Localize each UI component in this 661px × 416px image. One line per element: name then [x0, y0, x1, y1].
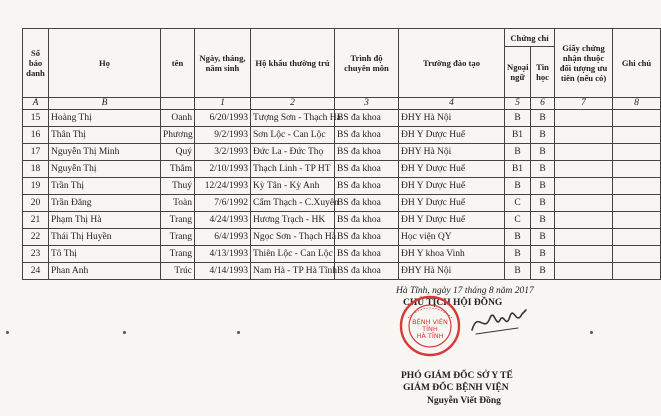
- cell-giaychung: [555, 127, 613, 144]
- director-title: GIÁM ĐỐC BỆNH VIỆN: [403, 383, 509, 393]
- table-row: [23, 144, 661, 161]
- col-header-truong: Trường đào tạo: [399, 29, 505, 98]
- cell-ten: Trang: [161, 212, 195, 229]
- cell-sobaodanh: 17: [23, 144, 49, 161]
- cell-ten: Trang: [161, 229, 195, 246]
- index-cell: A: [23, 98, 49, 110]
- cell-ho: Phạm Thị Hà: [49, 212, 161, 229]
- cell-giaychung: [555, 144, 613, 161]
- cell-sobaodanh: 20: [23, 195, 49, 212]
- cell-ngoaingu: B: [505, 144, 531, 161]
- cell-ghichu: [613, 246, 661, 263]
- index-cell: B: [49, 98, 161, 110]
- index-cell: 8: [613, 98, 661, 110]
- cell-ngaysinh: 4/13/1993: [195, 246, 251, 263]
- cell-truong: ĐHY Hà Nội: [399, 263, 505, 280]
- cell-hokhau: Sơn Lộc - Can Lộc: [251, 127, 335, 144]
- candidate-table: [22, 28, 661, 280]
- cell-ho: Phan Anh: [49, 263, 161, 280]
- cell-ten: Trang: [161, 246, 195, 263]
- cell-giaychung: [555, 229, 613, 246]
- cell-tinhoc: B: [531, 246, 555, 263]
- index-cell: 3: [335, 98, 399, 110]
- index-cell: 4: [399, 98, 505, 110]
- col-header-hokhau: Hộ khẩu thường trú: [251, 29, 335, 98]
- cell-hokhau: Thiên Lộc - Can Lộc: [251, 246, 335, 263]
- cell-ghichu: [613, 127, 661, 144]
- cell-truong: ĐH Y Dược Huế: [399, 127, 505, 144]
- cell-ngoaingu: B1: [505, 127, 531, 144]
- cell-sobaodanh: 21: [23, 212, 49, 229]
- cell-hokhau: Ngọc Sơn - Thạch Hà: [251, 229, 335, 246]
- cell-ho: Thân Thị: [49, 127, 161, 144]
- official-seal-icon: [398, 294, 462, 358]
- cell-sobaodanh: 19: [23, 178, 49, 195]
- col-header-ngoaingu: Ngoại ngữ: [505, 47, 531, 98]
- cell-ten: Thắm: [161, 161, 195, 178]
- cell-ngaysinh: 12/24/1993: [195, 178, 251, 195]
- table-row: [23, 127, 661, 144]
- col-header-ngaysinh: Ngày, tháng, năm sinh: [195, 29, 251, 98]
- cell-ghichu: [613, 229, 661, 246]
- cell-trinhdo: BS đa khoa: [335, 144, 399, 161]
- index-cell: 5: [505, 98, 531, 110]
- cell-ngoaingu: B: [505, 263, 531, 280]
- cell-ten: Oanh: [161, 110, 195, 127]
- cell-ho: Trần Đăng: [49, 195, 161, 212]
- cell-tinhoc: B: [531, 161, 555, 178]
- cell-ngoaingu: B: [505, 110, 531, 127]
- cell-giaychung: [555, 161, 613, 178]
- signer-name: Nguyễn Viết Đồng: [427, 396, 501, 406]
- cell-truong: ĐHY Hà Nội: [399, 110, 505, 127]
- cell-ho: Nguyễn Thị Minh: [49, 144, 161, 161]
- cell-ghichu: [613, 195, 661, 212]
- cell-ho: Trần Thị: [49, 178, 161, 195]
- cell-giaychung: [555, 212, 613, 229]
- cell-ngoaingu: B1: [505, 161, 531, 178]
- cell-ghichu: [613, 263, 661, 280]
- cell-tinhoc: B: [531, 144, 555, 161]
- cell-truong: Học viện QY: [399, 229, 505, 246]
- svg-text:BỆNH VIỆN: BỆNH VIỆN: [412, 318, 448, 326]
- cell-tinhoc: B: [531, 212, 555, 229]
- chairman-title: CHỦ TỊCH HỘI ĐỒNG: [403, 298, 503, 308]
- cell-ho: Nguyễn Thị: [49, 161, 161, 178]
- cell-ngaysinh: 6/4/1993: [195, 229, 251, 246]
- cell-sobaodanh: 18: [23, 161, 49, 178]
- cell-hokhau: Thạch Linh - TP HT: [251, 161, 335, 178]
- cell-truong: ĐHY Hà Nội: [399, 144, 505, 161]
- cell-ho: Thái Thị Huyền: [49, 229, 161, 246]
- table-row: [23, 178, 661, 195]
- cell-tinhoc: B: [531, 178, 555, 195]
- cell-hokhau: Đức La - Đức Thọ: [251, 144, 335, 161]
- index-cell: 7: [555, 98, 613, 110]
- cell-giaychung: [555, 110, 613, 127]
- signature-icon: [470, 300, 530, 340]
- table-row: [23, 212, 661, 229]
- cell-hokhau: Nam Hà - TP Hà Tĩnh: [251, 263, 335, 280]
- cell-ghichu: [613, 110, 661, 127]
- cell-giaychung: [555, 263, 613, 280]
- punch-mark: [6, 331, 9, 334]
- cell-ten: Trúc: [161, 263, 195, 280]
- cell-trinhdo: BS đa khoa: [335, 161, 399, 178]
- cell-ghichu: [613, 144, 661, 161]
- table-row: [23, 229, 661, 246]
- table-row: [23, 161, 661, 178]
- cell-sobaodanh: 22: [23, 229, 49, 246]
- cell-sobaodanh: 23: [23, 246, 49, 263]
- cell-truong: ĐH Y Dược Huế: [399, 195, 505, 212]
- punch-mark: [237, 331, 240, 334]
- punch-mark: [123, 331, 126, 334]
- cell-truong: ĐH Y Dược Huế: [399, 161, 505, 178]
- cell-ngoaingu: C: [505, 212, 531, 229]
- cell-ngaysinh: 4/24/1993: [195, 212, 251, 229]
- cell-ngaysinh: 2/10/1993: [195, 161, 251, 178]
- cell-sobaodanh: 16: [23, 127, 49, 144]
- cell-trinhdo: BS đa khoa: [335, 195, 399, 212]
- col-header-sobaodanh: Số báo danh: [23, 29, 49, 98]
- cell-hokhau: Kỳ Tân - Kỳ Anh: [251, 178, 335, 195]
- cell-giaychung: [555, 246, 613, 263]
- svg-text:HÀ TĨNH: HÀ TĨNH: [416, 332, 444, 340]
- cell-tinhoc: B: [531, 195, 555, 212]
- cell-ten: Phương: [161, 127, 195, 144]
- cell-ghichu: [613, 161, 661, 178]
- index-cell: 6: [531, 98, 555, 110]
- cell-giaychung: [555, 178, 613, 195]
- cell-ngaysinh: 6/20/1993: [195, 110, 251, 127]
- cell-giaychung: [555, 195, 613, 212]
- cell-ho: Tô Thị: [49, 246, 161, 263]
- cell-ten: Thuý: [161, 178, 195, 195]
- cell-tinhoc: B: [531, 263, 555, 280]
- cell-ghichu: [613, 178, 661, 195]
- table-body: [23, 110, 661, 280]
- col-header-ghichu: Ghi chú: [613, 29, 661, 98]
- cell-truong: ĐH Y Dược Huế: [399, 212, 505, 229]
- cell-hokhau: Hương Trạch - HK: [251, 212, 335, 229]
- cell-ngoaingu: B: [505, 229, 531, 246]
- cell-ghichu: [613, 212, 661, 229]
- index-row: [23, 98, 661, 110]
- cell-ngoaingu: C: [505, 195, 531, 212]
- index-cell: 1: [195, 98, 251, 110]
- cell-trinhdo: BS đa khoa: [335, 127, 399, 144]
- deputy-title: PHÓ GIÁM ĐỐC SỞ Y TẾ: [401, 371, 513, 381]
- table-row: [23, 246, 661, 263]
- cell-trinhdo: BS đa khoa: [335, 246, 399, 263]
- index-cell: [161, 98, 195, 110]
- cell-ngaysinh: 7/6/1992: [195, 195, 251, 212]
- table-row: [23, 110, 661, 127]
- index-cell: 2: [251, 98, 335, 110]
- cell-ngoaingu: B: [505, 178, 531, 195]
- cell-ngaysinh: 3/2/1993: [195, 144, 251, 161]
- col-header-tinhoc: Tin học: [531, 47, 555, 98]
- cell-trinhdo: BS đa khoa: [335, 229, 399, 246]
- cell-truong: ĐH Y khoa Vinh: [399, 246, 505, 263]
- cell-tinhoc: B: [531, 110, 555, 127]
- cell-hokhau: Cẩm Thạch - C.Xuyên: [251, 195, 335, 212]
- col-header-chungchi: Chứng chỉ: [505, 29, 555, 47]
- col-header-trinhdo: Trình độ chuyên môn: [335, 29, 399, 98]
- cell-sobaodanh: 24: [23, 263, 49, 280]
- cell-ngoaingu: B: [505, 246, 531, 263]
- cell-trinhdo: BS đa khoa: [335, 263, 399, 280]
- table-row: [23, 263, 661, 280]
- cell-sobaodanh: 15: [23, 110, 49, 127]
- cell-truong: ĐH Y Dược Huế: [399, 178, 505, 195]
- header-row: [23, 29, 661, 47]
- svg-text:TỈNH: TỈNH: [422, 325, 438, 333]
- col-header-ten: tên: [161, 29, 195, 98]
- col-header-ho: Họ: [49, 29, 161, 98]
- cell-ngaysinh: 9/2/1993: [195, 127, 251, 144]
- cell-tinhoc: B: [531, 229, 555, 246]
- cell-trinhdo: BS đa khoa: [335, 110, 399, 127]
- cell-hokhau: Tượng Sơn - Thạch Hà: [251, 110, 335, 127]
- signing-date: Hà Tĩnh, ngày 17 tháng 8 năm 2017: [396, 286, 534, 296]
- cell-ho: Hoàng Thị: [49, 110, 161, 127]
- punch-mark: [590, 331, 593, 334]
- cell-ten: Toàn: [161, 195, 195, 212]
- table-row: [23, 195, 661, 212]
- col-header-giaychung: Giấy chứng nhận thuộc đối tượng ưu tiên (nếu có): [555, 29, 613, 98]
- cell-trinhdo: BS đa khoa: [335, 212, 399, 229]
- cell-ten: Quý: [161, 144, 195, 161]
- cell-tinhoc: B: [531, 127, 555, 144]
- cell-ngaysinh: 4/14/1993: [195, 263, 251, 280]
- cell-trinhdo: BS đa khoa: [335, 178, 399, 195]
